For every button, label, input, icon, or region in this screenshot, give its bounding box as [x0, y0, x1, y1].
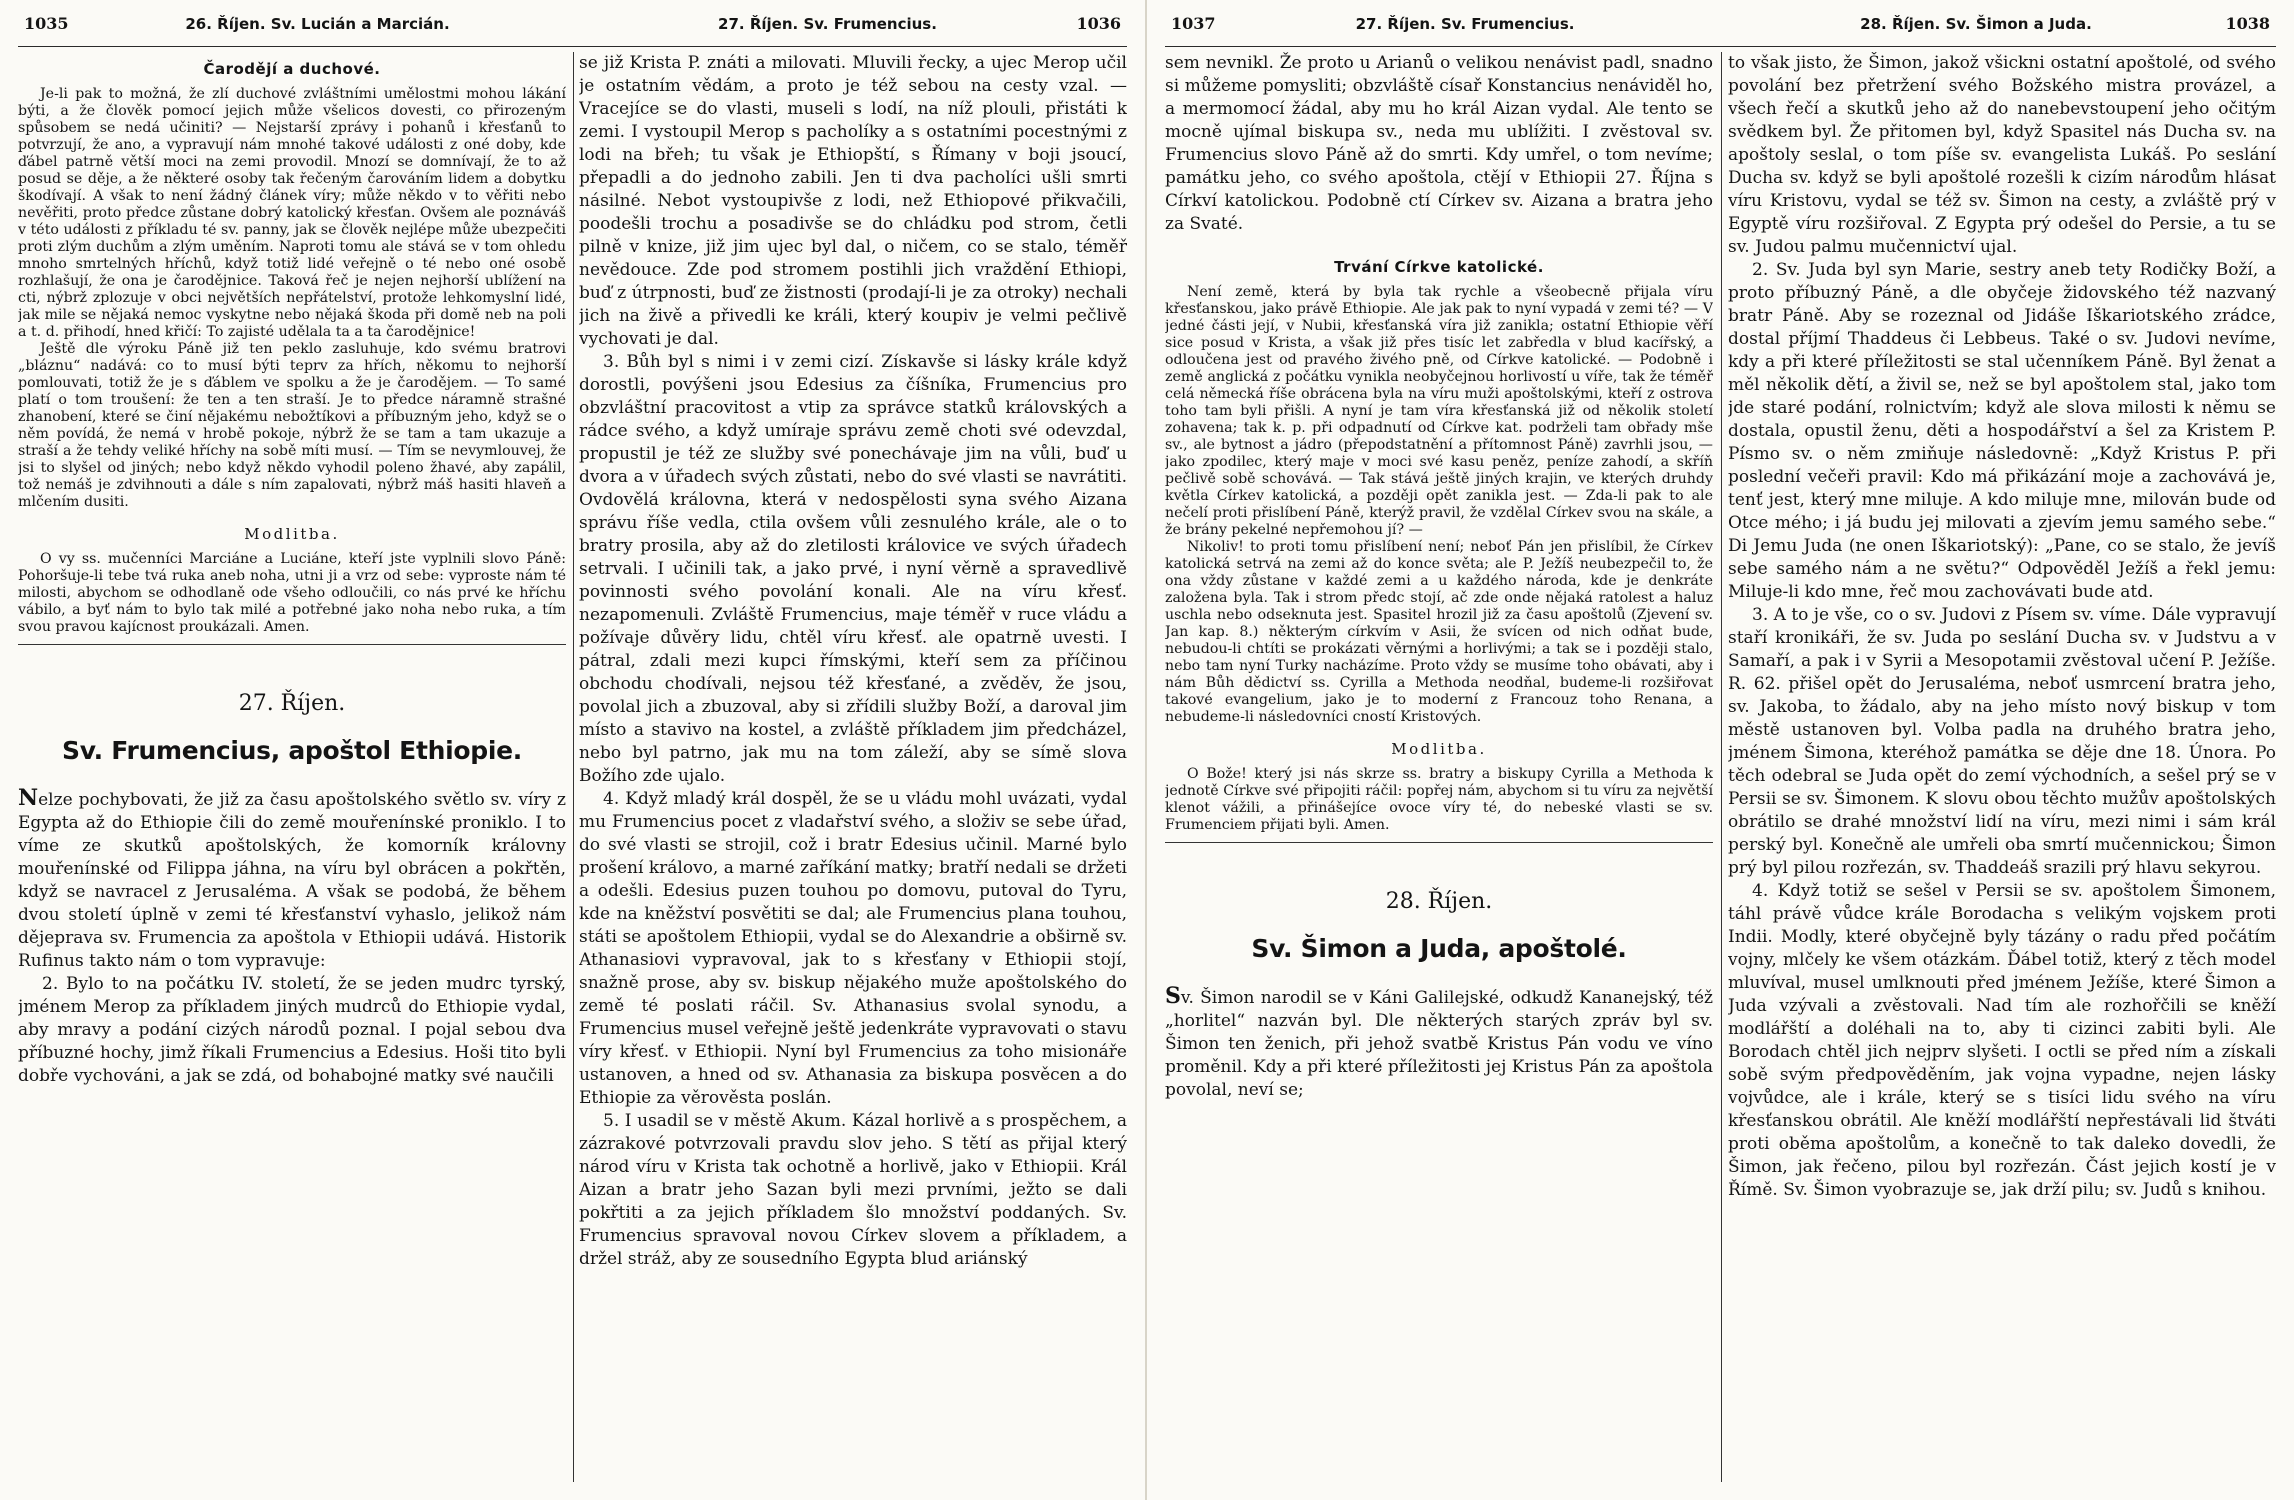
header-rule	[18, 46, 1127, 47]
left-page-headers	[18, 14, 1127, 46]
commentary-block	[18, 86, 566, 511]
paragraph: 3. A to je vše, co o sv. Judovi z Písem sv. víme. Dále vypravují staří kronikáři, že sv. Juda po seslání Ducha sv. v Judstvu a v Samaří, a pak i v Syrii a Mesopotamii zvěstoval učení P. Ježíše. R. 62. přišel opět do Jerusaléma, neboť usmrcení bratra jeho, sv. Jakoba, to žádalo, aby na jeho místo nový biskup v tom městě ustanoven byl. Volba padla na druhého bratra jeho, jménem Šimona, kteréhož památka se děje dne 18. Února. Po těch odebral se Juda opět do zemí východních, a sešel prý se v Persii se sv. Šimonem. K slovu obou těchto mužův apoštolských obrátilo se drahé množství lidí na víru, mezi nimi i sám král perský byl. Konečně ale umřeli oba smrtí mučennickou; Šimon prý byl pilou rozřezán, sv. Thaddeáš srazili prý hlavu sekyrou.	[1728, 605, 2276, 878]
paragraph	[1165, 985, 1713, 1102]
paragraph	[18, 787, 566, 973]
running-header-1035	[18, 14, 573, 33]
page-number: 1035	[24, 14, 69, 33]
paragraph-text: elze pochybovati, že již za času apoštolského světlo sv. víry z Egypta až do Ethiopie čili do země mouřenínské proniklo. I to víme ze skutků apoštolských, že komorník královny mouřenínské od Filippa jáhna, na víru byl obrácen a pokřtěn, když se navracel z Jerusaléma. A však se podobá, že během dvou století úplně v zemi té křesťanství vyhaslo, jelikož nám dějeprava sv. Frumencia za apoštola v Ethiopii udává. Historik Rufinus takto nám o tom vypravuje:	[18, 790, 566, 971]
paragraph-text: v. Šimon narodil se v Káni Galilejské, odkudž Kananejský, též „horlitel“ nazván byl. Dle některých starých zpráv byl sv. Šimon ten ženich, při jehož svatbě Kristus Pán vodu ve víno proměnil. Kdy a při které příležitosti jej Kristus Pán za apoštola povolal, neví se;	[1165, 988, 1713, 1100]
paragraph: Je-li pak to možná, že zlí duchové zvláštními umělostmi mohou lákání býti, a že člověk pomocí jejich může všelicos dovesti, co přirozeným spůsobem se nedá učiniti? — Nejstarší zprávy i pohanů i křesťanů to potvrzují, že ano, a vypravují nám mnohé takové události z oné doby, kde ďábel patrně větší moci na zemi provodil. Mnozí se domnívají, že to až posud se děje, a že některé osoby tak řečeným čarováním lidem a dobytku škodívají. A však to není žádný článek víry; může někdo v to věřiti nebo nevěřiti, proto předce zůstane dobrý katolický křesťan. Ovšem ale poznáváš v této události z příkladu té sv. panny, jak se člověk nejlépe může ubezpečiti proti zlým duchům a zlým uměním. Naproti tomu ale stává se v tom ohledu mnoho smrtelných hříchů, když totiž lidé veřejně o té nebo oné osobě rozhlašují, že ona je čarodějnice. Taková řeč je nejen nejhorší ublížení na cti, nýbrž zplozuje v obci největších nepřátelství, protože lehkomyslní lidé, jak mile se nějaká nemoc vyskytne nebo nějaká škoda při domě neb na poli a t. d. přihodí, hned křičí: To zajisté udělala ta a ta čarodějnice!	[18, 86, 566, 340]
running-header-1038	[1721, 14, 2277, 33]
column-rule	[1721, 52, 1722, 1482]
paragraph: 5. I usadil se v městě Akum. Kázal horlivě a s prospěchem, a zázrakové potvrzovali pravdu slov jeho. S tětí as přijal který národ víru v Krista tak ochotně a horlivě, jako v Ethiopii. Král Aizan a bratr jeho Sazan byli mezi prvními, ježto se dali pokřtiti a za jejich příkladem šlo množství poddaných. Sv. Frumencius spravoval novou Církev slovem a příkladem, a držel stráž, aby ze sousedního Egypta blud ariánský	[579, 1111, 1127, 1269]
column-1037	[1165, 52, 1713, 1492]
chapter-body	[18, 787, 566, 1088]
page-number: 1038	[2225, 14, 2270, 33]
column-1036	[579, 52, 1127, 1492]
column-rule	[573, 52, 574, 1482]
running-header-1036	[573, 14, 1128, 33]
prayer-label: Modlitba.	[1391, 740, 1487, 758]
prayer-label: Modlitba.	[244, 525, 340, 543]
drop-cap: N	[18, 785, 39, 811]
section-subheading: Trvání Církve katolické.	[1334, 258, 1544, 276]
prayer-text: O Bože! který jsi nás skrze ss. bratry a biskupy Cyrilla a Methoda k jednotě Církve své připojiti ráčil: popřej nám, abychom si tu víru za největší klenot vážili, a přinášejíce ovoce víry té, do nebeské vlasti se sv. Frumenciem přijati byli. Amen.	[1165, 766, 1713, 833]
section-divider	[1165, 842, 1713, 843]
header-rule	[1165, 46, 2276, 47]
paragraph: 2. Sv. Juda byl syn Marie, sestry aneb tety Rodičky Boží, a proto příbuzný Páně, a dle obyčeje židovského též nazvaný bratr Páně. Aby se rozeznal od Jidáše Iškariotského zrádce, dostal příjmí Thaddeus či Lebbeus. Také o sv. Judovi nevíme, kdy a při které příležitosti se stal učenníkem Páně. Byl ženat a měl několik dětí, a živil se, než se byl apoštolem stal, jako tom jde staré podání, rolnictvím; když ale slova milosti k němu se dostala, opustil ženu, děti a hospodářství a šel za Kristem P. Písmo sv. o něm zmiňuje následovně: „Když Kristus P. při poslední večeři pravil: Kdo má přikázání moje a zachovává je, tenť jest, který mne miluje. A kdo miluje mne, milován bude od Otce mého; i já budu jej milovati a zjevím jemu samého sebe.“ Di Jemu Juda (ne onen Iškariotský): „Pane, co se stalo, že jevíš sebe samého nám a ne světu?“ Odpověděl Ježíš a řekl jemu: Miluje-li kdo mne, řeč mou zachovávati bude atd.	[1728, 260, 2276, 602]
prayer-block	[18, 551, 566, 636]
chapter-date: 27. Říjen.	[238, 691, 346, 716]
right-page	[1147, 0, 2294, 1500]
paragraph: 3. Bůh byl s nimi i v zemi cizí. Získavše si lásky krále když dorostli, povýšeni jsou Edesius za číšníka, Frumencius pro obzvláštní pracovitost a vtip za správce statků královských a rádce svého, a když umíraje správu země choti své odevzdal, propustil je též ze služby své ponechávaje jim na vůli, buď u dvora a v úřadech svých zůstati, nebo do své vlasti se navrátiti. Ovdovělá královna, která v nedospělosti syna svého Aizana správu říše vedla, ctila ovšem vůli zesnulého krále, ale o to bratry prosila, aby až do zletilosti královice ve svých úřadech setrvali. I učinili tak, a jako prvé, i nyní věrně a spravedlivě povinnosti svého povolání konali. Ale na víru křesť. nezapomenuli. Zvláště Frumencius, maje téměř v ruce vládu a požívaje důvěry lidu, chtěl víru křesť. ale opatrně uvesti. I pátral, zdali mezi kupci římskými, kteří sem za příčinou obchodu chodívali, nejsou též křesťané, a zvěděv, že jsou, povolal jich a zbuzoval, aby si zřídili služby Boží, a daroval jim místo a stavivo na kostel, a zvláště příkladem jim předcházel, nebo byl patrno, jak mu na tom záleží, aby se símě slova Božího zde ujalo.	[579, 352, 1127, 786]
prayer-block	[1165, 766, 1713, 834]
chapter-body	[1165, 52, 1713, 236]
section-divider	[18, 644, 566, 645]
running-title: 27. Říjen. Sv. Frumencius.	[718, 15, 937, 33]
chapter-title: Sv. Frumencius, apoštol Ethiopie.	[62, 736, 522, 765]
section-subheading: Čarodějí a duchové.	[203, 60, 381, 78]
column-1035	[18, 52, 566, 1492]
right-page-columns	[1165, 52, 2276, 1492]
chapter-date: 28. Říjen.	[1385, 889, 1493, 914]
left-page-columns	[18, 52, 1127, 1492]
paragraph: Ještě dle výroku Páně již ten peklo zasluhuje, kdo svému bratrovi „bláznu“ nadává: co to musí býti teprv za hřích, někomu to nejhorší pomlouvati, totiž že je s ďáblem ve spolku a že je čarodějem. — To samé platí o tom troušení: že ten a ten straší. Je to předce náramně strašné zhanobení, které se činí nějakému nebožtíkovi a příbuzným jeho, když se o něm povídá, že nemá v hrobě pokoje, nýbrž že se tam a tam ukazuje a straší a že tehdy veliké hříchy na sobě míti musí. — Tím se nevymlouvej, že jsi to slyšel od jiných; nebo když někdo vyhodil poleno žhavé, aby zapálil, tož nemáš je zdvihnouti a dále s ním zapalovati, nýbrž máš hasiti hlaveň a mlčením dusiti.	[18, 341, 566, 510]
page-number: 1036	[1076, 14, 1121, 33]
page-number: 1037	[1171, 14, 1216, 33]
chapter-body	[1165, 985, 1713, 1102]
running-title: 28. Říjen. Sv. Šimon a Juda.	[1860, 15, 2092, 33]
paragraph: 4. Když totiž se sešel v Persii se sv. apoštolem Šimonem, táhl právě vůdce krále Borodacha s velikým vojskem proti Indii. Modly, které obyčejně byly tázány o radu před počátím vojny, mlčely ke všem otázkám. Ďábel totiž, který z těch model mluvíval, musel umlknouti před jménem Ježíše, které Šimon a Juda vzývali a zvěstovali. Nad tím ale rozhořčili se kněží modlářští a doléhali na to, aby ti cizinci zabiti byli. Ale Borodach chtěl jich nejprv slyšeti. I octli se před ním a získali sobě svým předpověděním, jak vojna vypadne, nejen lásky vojvůdce, ale i krále, který se s tisíci lidu svého na víru křesťanskou obrátil. Ale kněží modlářští nepřestávali lid štváti proti oběma apoštolům, a konečně to tak daleko dovedli, že Šimon, jak řečeno, pilou byl rozřezán. Část jejich kostí je v Římě. Sv. Šimon vyobrazuje se, jak drží pilu; sv. Judů s knihou.	[1728, 881, 2276, 1200]
commentary-block	[1165, 284, 1713, 726]
paragraph: sem nevnikl. Že proto u Arianů o velikou nenávist padl, snadno si můžeme pomysliti; obzvláště císař Konstancius nenáviděl ho, a mermomocí žádal, aby mu ho král Aizan vydal. Ale tento se mocně ujímal biskupa sv., neda mu ublížiti. I zvěstoval sv. Frumencius slovo Páně až do smrti. Kdy umřel, o tom nevíme; památku jeho, co svého apoštola, ctějí v Ethiopii 27. Října s Církví katolickou. Podobně ctí Církev sv. Aizana a bratra jeho za Svaté.	[1165, 53, 1713, 234]
column-1038	[1728, 52, 2276, 1492]
running-header-1037	[1165, 14, 1721, 33]
chapter-title: Sv. Šimon a Juda, apoštolé.	[1251, 934, 1627, 963]
paragraph: Není země, která by byla tak rychle a všeobecně přijala víru křesťanskou, jako právě Ethiopie. Ale jak pak to nyní vypadá v zemi té? — V jedné části její, v Nubii, křesťanská víra již zanikla; ostatní Ethiopie věří sice posud v Krista, a však již přes tisíc let zabředla v blud kacířský, a odloučena jest od pravého živého pně, od Církve katolické. — Podobně i země anglická z počátku vynikla neobyčejnou horlivostí u víře, tak že téměř celá německá říše obrácena byla na víru muži apoštolskými, kteří z ostrova toho tam byli přišli. A nyní je tam víra křesťanská již od několik století zohavena; tak k. p. při odpadnutí od Církve kat. podrželi tam obřady mše sv., ale bytnost a jádro (přepodstatnění a přítomnost Páně) zavrhli jsou, — jako zpodilec, který maje v moci své kasu peněz, peníze zahodí, a skříň pečlivě sobě schovává. — Tak stává ještě jiných krajin, ve kterých druhdy květla Církev katolická, a později opět zanikla jest. — Zda-li pak to ale nečelí proti přislíbení Páně, kterýž pravil, že vzdělal Církev svou na skále, a že brány pekelné nepřemohou jí? —	[1165, 284, 1713, 538]
paragraph: Nikoliv! to proti tomu přislíbení není; neboť Pán jen přislíbil, že Církev katolická setrvá na zemi až do konce světa; ale P. Ježíš neubezpečil to, že ona vždy zůstane v každé zemi a u každého národa, kde je denkráte založena byla. Tak i strom předc stojí, ač zde onde nějaká ratolest a haluz uschla nebo odseknuta jest. Spasitel hrozil již za času apoštolů (Zjevení sv. Jan kap. 8.) některým církvím v Asii, že svícen od nich odňat bude, nebudou-li chtíti se prokázati věrnými a horlivými; a tak se i později stalo, nebo tam nyní Turky nacházíme. Proto vždy se musíme toho obávati, aby i nám Bůh dědictví ss. Cyrilla a Methoda neodňal, budeme-li rozšiřovat takové evangelium, jako je to moderní z Francouz toho Renana, a nebudeme-li následovníci cností Kristových.	[1165, 539, 1713, 725]
running-title: 26. Říjen. Sv. Lucián a Marcián.	[185, 15, 450, 33]
paragraph: 2. Bylo to na počátku IV. století, že se jeden mudrc tyrský, jménem Merop za příkladem jiných mudrců do Ethiopie vydal, aby mravy a podání cizých národů poznal. I pojal sebou dva příbuzné hochy, jimž říkali Frumencius a Edesius. Hoši tito byli dobře vychováni, a jak se zdá, od bohabojné matky své naučili	[18, 974, 566, 1086]
paragraph: 4. Když mladý král dospěl, že se u vládu mohl uvázati, vydal mu Frumencius pocet z vladařství svého, a složiv se sebe úřad, do své vlasti se strojil, což i bratr Edesius učinil. Marné bylo prošení královo, a marné zaříkání matky; bratří nedali se držeti a odešli. Edesius puzen touhou po domovu, putoval do Tyru, kde na kněžství posvětiti se dal; ale Frumencius plana touhou, státi se apoštolem Ethiopii, vydal se do Alexandrie a obširně sv. Athanasiovi vypravoval, jak to s křesťany v Ethiopii stojí, snažně prose, aby sv. biskup nějakého muže apoštolského do země té poslati ráčil. Sv. Athanasius svolal synodu, a Frumencius musel veřejně ještě jedenkráte vypravovati o stavu víry křesť. v Ethiopii. Nyní byl Frumencius za toho misionáře ustanoven, a hned od sv. Athanasia za biskupa posvěcen a do Ethiopie za věrověsta poslán.	[579, 789, 1127, 1108]
paragraph: to však jisto, že Šimon, jakož všickni ostatní apoštolé, od svého povolání bez přetržení svého Božského mistra provázel, a všech řečí a skutků jeho až do nanebevstoupení jeho očitým svědkem byl. Že přitomen byl, když Spasitel nás Ducha sv. na apoštoly seslal, o tom píše sv. evangelista Lukáš. Po seslání Ducha sv. když se byli apoštolé rozešli k cizím národům hlásat víru Kristovu, vydal se též sv. Šimon na cesty, a zvláště prý v Egyptě víru rozšiřoval. Z Egypta prý odešel do Persie, a tu se sv. Judou palmu mučennictví ujal.	[1728, 53, 2276, 257]
running-title: 27. Říjen. Sv. Frumencius.	[1355, 15, 1575, 33]
prayer-text: O vy ss. mučenníci Marciáne a Luciáne, kteří jste vyplnili slovo Páně: Pohoršuje-li tebe tvá ruka aneb noha, utni ji a vrz od sebe: vyproste nám té milosti, abychom se odhodlaně ode všeho odloučili, co nás prvé ke hříchu vábilo, a byť nám to bylo tak milé a potřebné jako noha nebo ruka, a tím svou pravou kajícnost proukázali. Amen.	[18, 551, 566, 635]
right-page-headers	[1165, 14, 2276, 46]
drop-cap: S	[1165, 983, 1181, 1009]
paragraph: se již Krista P. znáti a milovati. Mluvili řecky, a ujec Merop učil je ostatním vědám, a proto je též sebou na cesty vzal. — Vracejíce se do vlasti, museli s lodí, na níž plouli, přistáti k zemi. I vystoupil Merop s pacholíky a s ostatními pocestnými z lodi na břeh; tu však je Ethiopští, s Římany v boji jsoucí, přepadli a do jednoho zabili. Jen ti dva pacholíci ušli smrti násilné. Nebot vystoupivše z lodi, než Ethiopové přikvačili, poodešli trochu a posadivše se do chládku pod strom, četli pilně v knize, již jim ujec byl dal, o ničem, co se stalo, téměř nevědouce. Zde pod stromem postihli jich vraždění Ethiopi, buď z útrpnosti, buď ze žistnosti (prodají-li je za otroky) nechali jich na živě a přivedli ke králi, který koupiv je velmi pečlivě vychovati je dal.	[579, 53, 1127, 349]
